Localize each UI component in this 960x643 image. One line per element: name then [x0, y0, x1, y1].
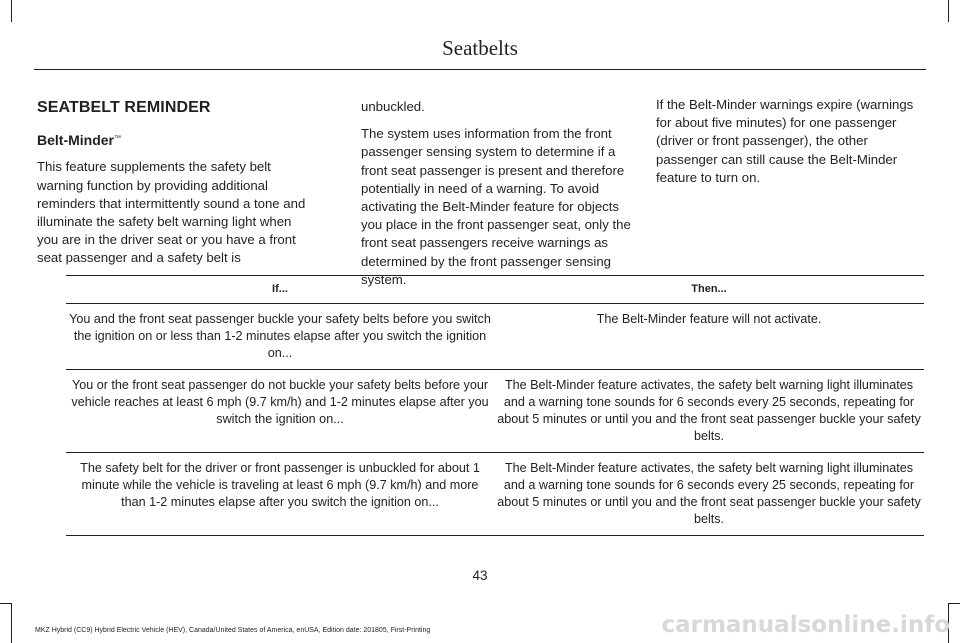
table-header-if: If...	[66, 276, 494, 304]
table-header-row	[66, 276, 924, 304]
table-cell-then: The Belt-Minder feature activates, the safety belt warning light illuminates and a warning tone sounds for 6 seconds every 25 seconds, repeating for about 5 minutes or until you and the front seat passenger buckle your safety belts.	[494, 453, 924, 536]
text-column-2	[361, 78, 633, 298]
header-divider	[34, 69, 926, 70]
table-row	[66, 304, 924, 370]
crop-mark-bottom-left-v	[11, 603, 12, 643]
table-row	[66, 370, 924, 453]
footer-edition-info: MKZ Hybrid (CC9) Hybrid Electric Vehicle (HEV), Canada/United States of America, enUSA, Edition date: 201805, First-Printing	[35, 627, 431, 634]
paragraph-warning-expiry: If the Belt-Minder warnings expire (warnings for about five minutes) for one passenger (driver or front passenger), the other passenger can still cause the Belt-Minder feature to turn on.	[656, 97, 914, 185]
text-column-3	[656, 96, 928, 196]
table-cell-if: The safety belt for the driver or front passenger is unbuckled for about 1 minute while the vehicle is traveling at least 6 mph (9.7 km/h) and more than 1-2 minutes elapse after you switch the ignition on...	[66, 453, 494, 536]
paragraph-feature-description: This feature supplements the safety belt warning function by providing additional reminders that intermittently sound a tone and illuminate the safety belt warning light when you are in the driver seat or you have a front seat passenger and a safety belt is	[37, 159, 306, 266]
crop-mark-top-left-v	[11, 0, 12, 22]
crop-mark-bottom-right-h	[948, 603, 960, 604]
watermark-logo: carmanualsonline.info	[661, 612, 950, 638]
section-heading: SEATBELT REMINDER	[37, 99, 211, 116]
subsection-heading-text: Belt-Minder	[37, 132, 114, 149]
table-cell-if: You or the front seat passenger do not buckle your safety belts before your vehicle reaches at least 6 mph (9.7 km/h) and 1-2 minutes elapse after you switch the ignition on...	[66, 370, 494, 453]
trademark-mark: ™	[114, 135, 121, 143]
crop-mark-bottom-left-h	[0, 603, 11, 604]
table-cell-if: You and the front seat passenger buckle your safety belts before you switch the ignition on or less than 1-2 minutes elapse after you switch the ignition on...	[66, 304, 494, 370]
paragraph-sensing-system: The system uses information from the front passenger sensing system to determine if a front seat passenger is present and therefore potentially in need of a warning. To avoid activating the Belt-Minder feature for objects you place in the front passenger seat, only the front seat passengers receive warnings as determined by the front passenger sensing system.	[361, 126, 631, 287]
table-cell-then: The Belt-Minder feature will not activate.	[494, 304, 924, 370]
page-header-title: Seatbelts	[442, 36, 518, 60]
crop-mark-top-right-v	[948, 0, 949, 22]
table-header-then: Then...	[494, 276, 924, 304]
table-row	[66, 453, 924, 536]
belt-minder-table	[66, 275, 924, 536]
table-cell-then: The Belt-Minder feature activates, the safety belt warning light illuminates and a warning tone sounds for 6 seconds every 25 seconds, repeating for about 5 minutes or until you and the front seat passenger buckle your safety belts.	[494, 370, 924, 453]
text-column-1	[37, 96, 309, 277]
page-number: 43	[472, 568, 488, 583]
paragraph-feature-description-continued: unbuckled.	[361, 99, 425, 114]
subsection-heading	[37, 131, 309, 149]
